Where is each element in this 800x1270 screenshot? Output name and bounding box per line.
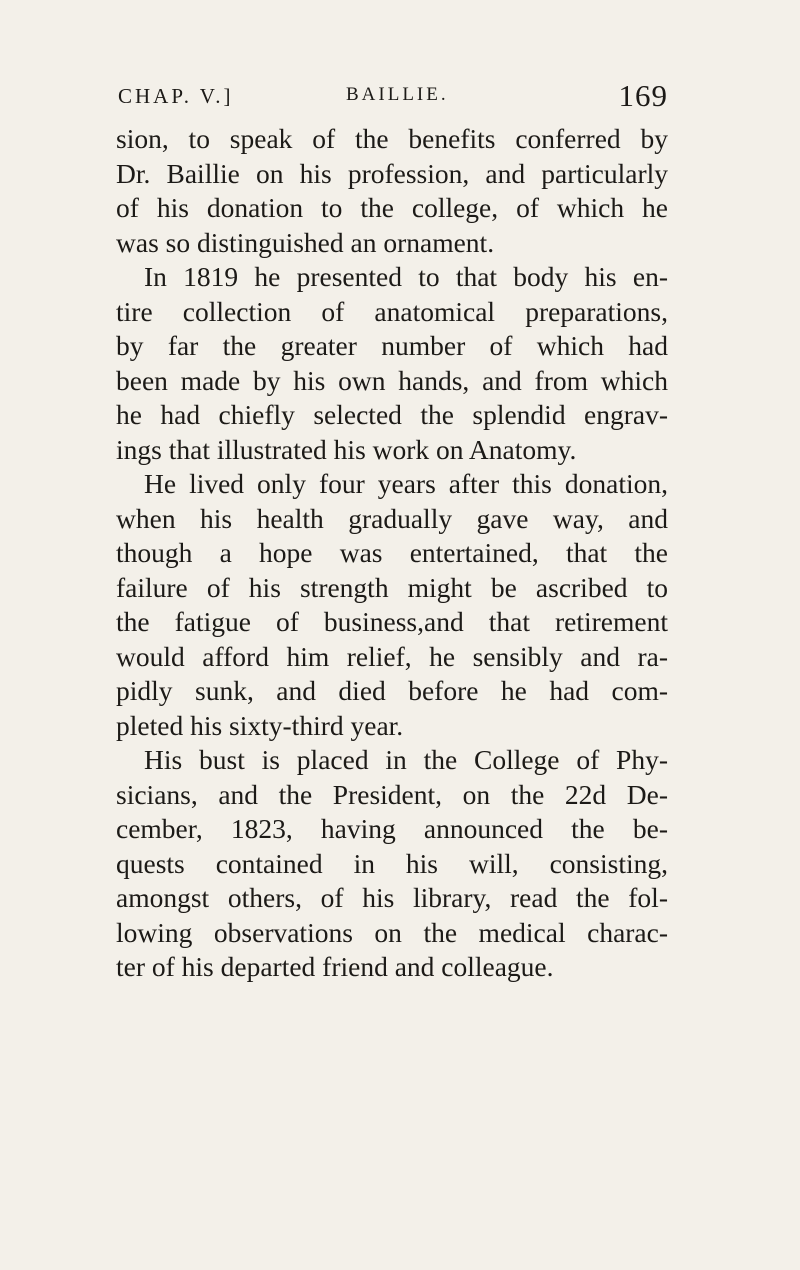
text-line: when his health gradually gave way, and xyxy=(116,502,668,534)
text-line: the fatigue of business,and that retirement xyxy=(116,606,668,637)
text-line: pleted his sixty-third year. xyxy=(116,709,404,741)
page-number: 169 xyxy=(618,78,668,113)
text-line: Dr. Baillie on his profession, and particularly xyxy=(116,157,668,189)
text-line: pidly sunk, and died before he had com- xyxy=(116,675,668,706)
paragraph xyxy=(116,743,668,985)
text-line: lowing observations on the medical charac- xyxy=(116,916,668,948)
text-line: His bust is placed in the College of Phy- xyxy=(144,744,668,775)
paragraph xyxy=(116,122,668,260)
text-line: was so distinguished an ornament. xyxy=(116,226,495,258)
text-line: though a hope was entertained, that the xyxy=(116,537,668,568)
text-line: failure of his strength might be ascribed to xyxy=(116,571,668,603)
paragraph xyxy=(116,467,668,743)
text-line: by far the greater number of which had xyxy=(116,330,668,361)
text-line: he had chiefly selected the splendid engrav- xyxy=(116,399,668,430)
text-line: amongst others, of his library, read the fol- xyxy=(116,882,668,913)
text-line: tire collection of anatomical preparations, xyxy=(116,295,668,327)
text-line: been made by his own hands, and from which xyxy=(116,364,668,396)
body-text xyxy=(116,122,668,985)
text-line: quests contained in his will, consisting, xyxy=(116,847,668,879)
text-line: cember, 1823, having announced the be- xyxy=(116,813,668,844)
paragraph xyxy=(116,260,668,467)
text-line: ings that illustrated his work on Anatomy. xyxy=(116,433,577,465)
running-title: BAILLIE. xyxy=(346,84,449,105)
text-line: In 1819 he presented to that body his en- xyxy=(144,261,668,292)
text-line: ter of his departed friend and colleague. xyxy=(116,951,554,982)
chapter-label: CHAP. V.] xyxy=(118,84,234,108)
text-line: sicians, and the President, on the 22d De- xyxy=(116,778,668,810)
running-head xyxy=(118,78,668,118)
text-line: of his donation to the college, of which he xyxy=(116,192,668,223)
text-line: He lived only four years after this donation, xyxy=(144,468,668,499)
text-line: sion, to speak of the benefits conferred by xyxy=(116,123,668,154)
text-line: would afford him relief, he sensibly and ra- xyxy=(116,640,668,672)
